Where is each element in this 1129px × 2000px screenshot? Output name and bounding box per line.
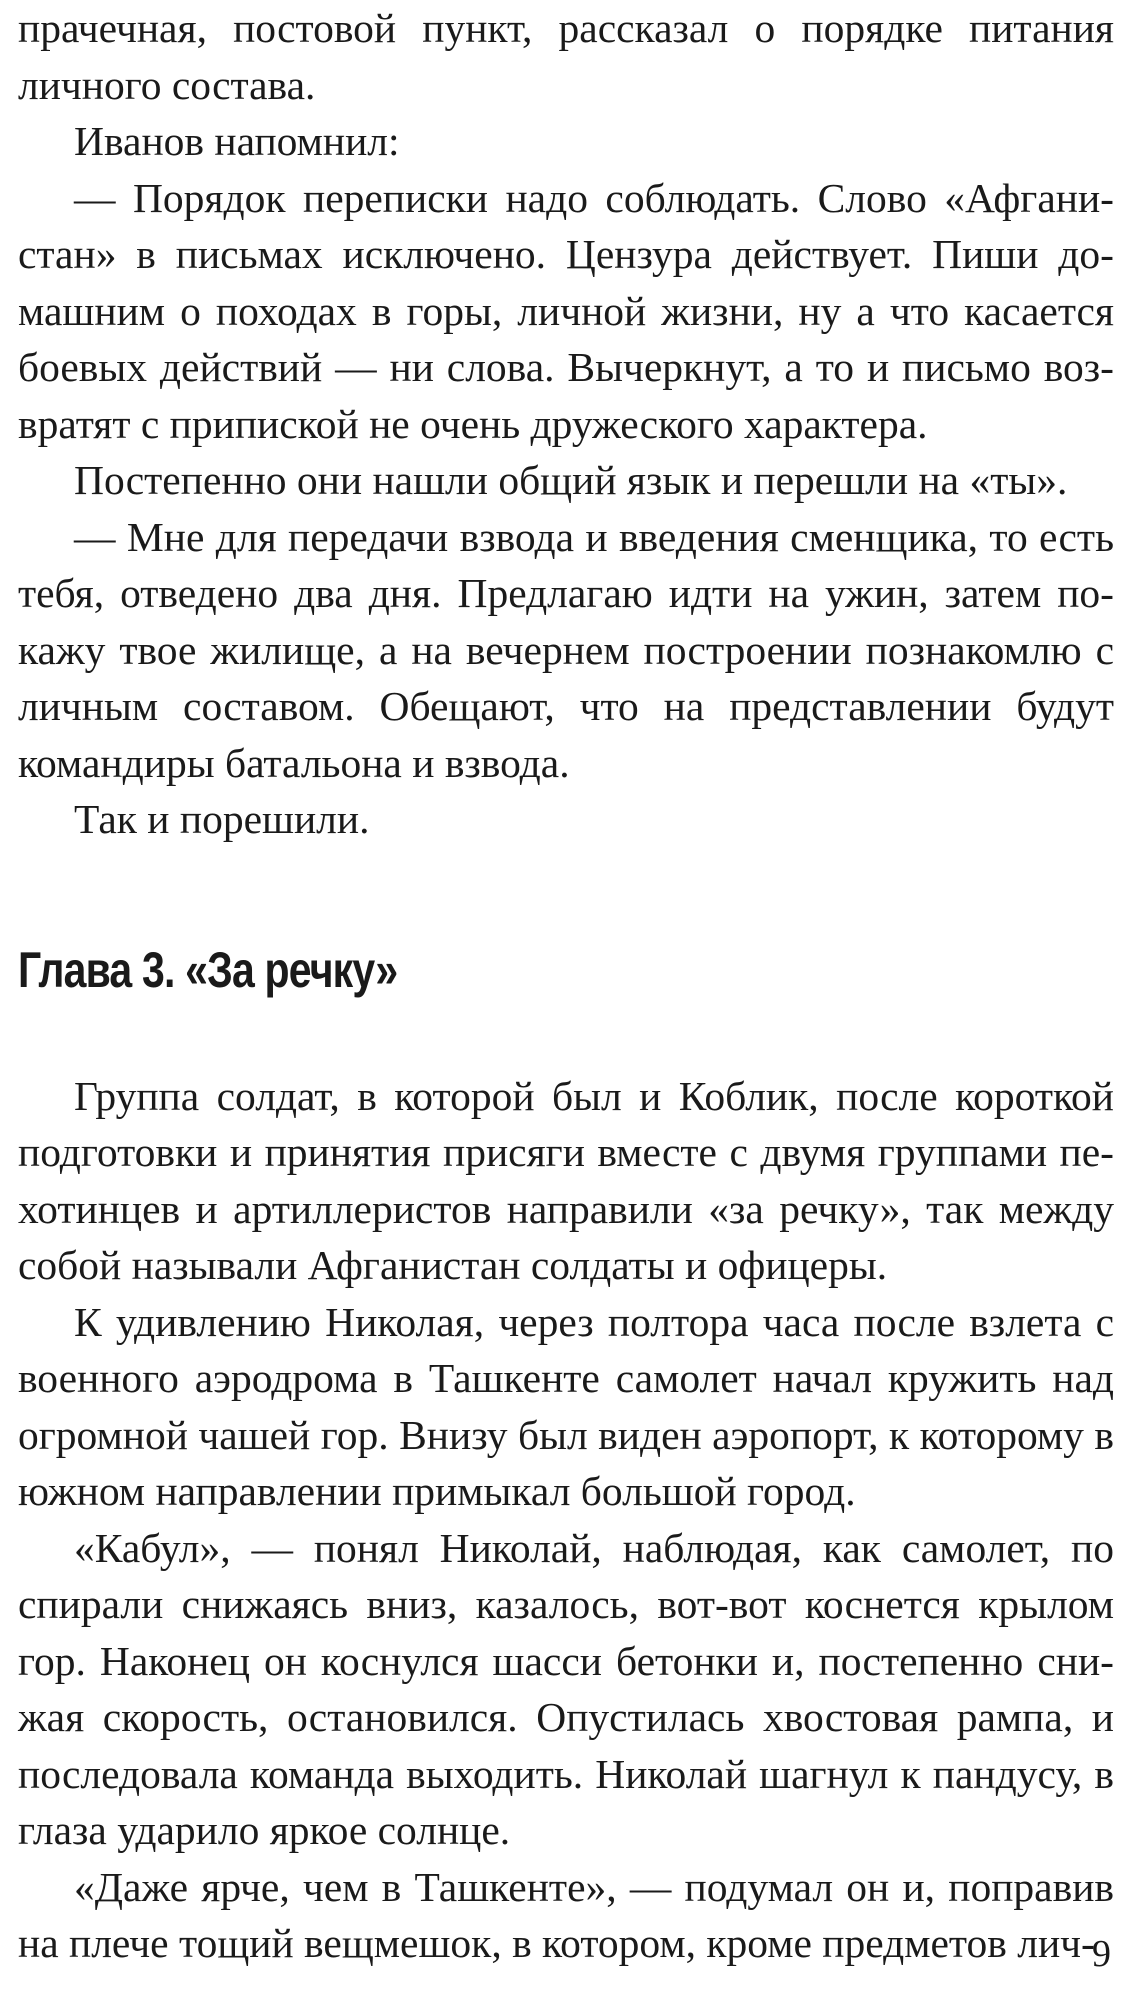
- paragraph: К удивлению Николая, через полтора часа после взлета с военного аэродрома в Ташкенте самолет начал кружить над огромной чашей гор. Внизу был виден аэропорт, к которому в южном направлении примыкал большой город.: [18, 1298, 1114, 1514]
- paragraph: «Даже ярче, чем в Ташкенте», — подумал он и, поправив на плече тощий вещмешок, в котором, кроме предметов лич-: [18, 1863, 1114, 1966]
- page-number: 9: [1092, 1933, 1111, 1975]
- paragraph: прачечная, постовой пункт, рассказал о порядке питания личного состава.: [18, 5, 1114, 108]
- paragraph: — Мне для передачи взвода и введения сменщика, то есть тебя, отведено два дня. Предлагаю идти на ужин, затем покажу твое жилище, а на вечернем построении познакомлю с личным составом. Обещают, что на представлении будут командиры батальона и взвода.: [18, 513, 1114, 786]
- chapter-title: Глава 3. «За речку»: [18, 941, 398, 998]
- paragraph: Иванов напомнил:: [74, 118, 400, 164]
- paragraph: «Кабул», — понял Николай, наблюдая, как самолет, по спирали снижаясь вниз, казалось, вот-вот коснется крылом гор. Наконец он коснулся шасси бетонки и, постепенно снижая скорость, остановился. Опустилась хвостовая рампа, и последовала команда выходить. Николай шагнул к пандусу, в глаза ударило яркое солнце.: [18, 1524, 1114, 1853]
- paragraph: — Порядок переписки надо соблюдать. Слово «Афганистан» в письмах исключено. Цензура действует. Пиши домашним о походах в горы, личной жизни, ну а что касается боевых действий — ни слова. Вычеркнут, а то и письмо возвратят с припиской не очень дружеского характера.: [18, 174, 1114, 447]
- section-spacer: [18, 848, 1114, 942]
- paragraph: Так и порешили.: [74, 796, 370, 842]
- page-text: [18, 0, 1114, 1972]
- paragraph: Группа солдат, в которой был и Коблик, после короткой подготовки и принятия присяги вместе с двумя группами пехотинцев и артиллеристов направили «за речку», так между собой называли Афганистан солдаты и офицеры.: [18, 1072, 1114, 1288]
- paragraph: Постепенно они нашли общий язык и перешли на «ты».: [74, 457, 1068, 503]
- section-spacer: [18, 998, 1114, 1068]
